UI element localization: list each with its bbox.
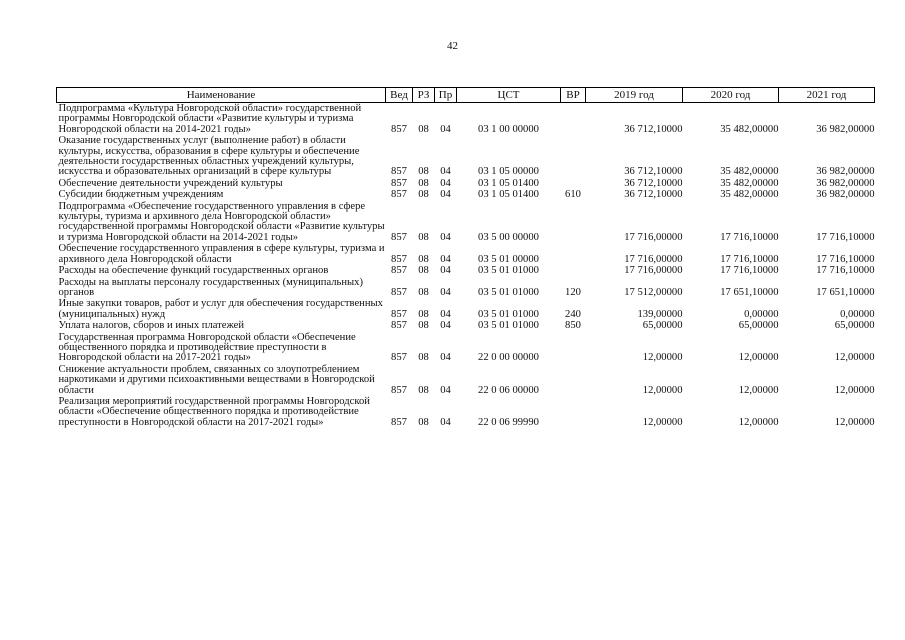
cell-ved: 857 [391, 253, 407, 265]
cell-pr: 04 [440, 189, 451, 201]
cell-name: Обеспечение государственного управления в сфере культуры, туризма и архивного дела Новгородской области [58, 243, 385, 265]
cell-vr: 240 [565, 308, 581, 320]
cell-rz: 08 [418, 308, 429, 320]
cell-ved: 857 [391, 320, 407, 332]
cell-2019: 17 716,00000 [624, 265, 683, 277]
cell-2021: 17 716,10000 [816, 231, 875, 243]
cell-ved: 857 [391, 286, 407, 298]
table-row [57, 189, 875, 200]
cell-rz: 08 [418, 166, 429, 178]
table-row [57, 364, 875, 396]
cell-pr: 04 [440, 265, 451, 277]
table-row [57, 243, 875, 265]
table-row [57, 178, 875, 189]
cell-ved: 857 [391, 265, 407, 277]
cell-rz: 08 [418, 416, 429, 428]
cell-2021: 12,00000 [834, 384, 875, 396]
cell-pr: 04 [440, 416, 451, 428]
header-name: Наименование [57, 88, 386, 103]
cell-2019: 17 716,00000 [624, 231, 683, 243]
cell-name: Расходы на выплаты персоналу государственных (муниципальных) органов [58, 276, 363, 298]
cell-cst: 03 1 05 00000 [478, 166, 539, 178]
cell-2020: 35 482,00000 [720, 189, 779, 201]
header-pr: Пр [435, 88, 457, 103]
table-row [57, 265, 875, 276]
cell-2019: 12,00000 [642, 416, 683, 428]
cell-name: Подпрограмма «Обеспечение государственного управления в сфере культуры, туризма и архивного дела Новгородской области» государственной программы Новгородской области «Развитие культуры и туризма Новгородской области на 2014-2021 годы» [58, 200, 385, 243]
cell-name: Подпрограмма «Культура Новгородской области» государственной программы Новгородской области «Развитие культуры и туризма Новгородской области на 2014-2021 годы» [58, 103, 362, 135]
cell-2019: 12,00000 [642, 384, 683, 396]
cell-vr [561, 243, 586, 265]
cell-ved: 857 [391, 384, 407, 396]
cell-ved: 857 [391, 177, 407, 189]
cell-vr [561, 103, 586, 136]
cell-vr [561, 201, 586, 244]
cell-2021: 12,00000 [834, 416, 875, 428]
cell-rz: 08 [418, 352, 429, 364]
table-header-row [57, 88, 875, 103]
cell-cst: 22 0 06 99990 [478, 416, 539, 428]
cell-2019: 36 712,10000 [624, 123, 683, 135]
cell-ved: 857 [391, 189, 407, 201]
cell-ved: 857 [391, 231, 407, 243]
cell-name: Расходы на обеспечение функций государственных органов [58, 265, 329, 277]
cell-2020: 17 651,10000 [720, 286, 779, 298]
cell-cst: 03 5 01 01000 [478, 286, 539, 298]
cell-name: Уплата налогов, сборов и иных платежей [58, 320, 245, 332]
table-row [57, 201, 875, 244]
cell-2019: 65,00000 [642, 320, 683, 332]
cell-rz: 08 [418, 384, 429, 396]
header-2021: 2021 год [779, 88, 875, 103]
cell-cst: 03 5 01 00000 [478, 253, 539, 265]
table-row [57, 320, 875, 331]
cell-cst: 03 5 01 01000 [478, 320, 539, 332]
cell-pr: 04 [440, 286, 451, 298]
cell-2021: 36 982,00000 [816, 123, 875, 135]
cell-pr: 04 [440, 253, 451, 265]
cell-2019: 36 712,10000 [624, 189, 683, 201]
cell-vr [561, 265, 586, 276]
cell-name: Обеспечение деятельности учреждений культуры [58, 177, 283, 189]
cell-2020: 17 716,10000 [720, 231, 779, 243]
cell-name: Иные закупки товаров, работ и услуг для обеспечения государственных (муниципальных) нужд [58, 298, 383, 320]
cell-2020: 12,00000 [738, 384, 779, 396]
cell-name: Реализация мероприятий государственной программы Новгородской области «Обеспечение общественного порядка и противодействие преступности в Новгородской области на 2017-2021 годы» [58, 395, 370, 428]
header-2019: 2019 год [586, 88, 683, 103]
cell-vr [561, 364, 586, 396]
table-row [57, 298, 875, 320]
cell-rz: 08 [418, 286, 429, 298]
cell-2021: 36 982,00000 [816, 177, 875, 189]
cell-rz: 08 [418, 177, 429, 189]
cell-ved: 857 [391, 123, 407, 135]
cell-rz: 08 [418, 265, 429, 277]
cell-2020: 12,00000 [738, 352, 779, 364]
cell-pr: 04 [440, 177, 451, 189]
cell-2019: 139,00000 [637, 308, 683, 320]
cell-ved: 857 [391, 352, 407, 364]
cell-2020: 17 716,10000 [720, 265, 779, 277]
table-row [57, 277, 875, 299]
cell-2020: 0,00000 [744, 308, 779, 320]
header-ved: Вед [386, 88, 413, 103]
cell-name: Оказание государственных услуг (выполнение работ) в области культуры, искусства, образования в сфере культуры и обеспечение деятельности государственных областных учреждений культуры, искусства и образовательных организаций в сфере культуры [58, 135, 360, 178]
cell-cst: 22 0 00 00000 [478, 352, 539, 364]
cell-rz: 08 [418, 320, 429, 332]
cell-name: Субсидии бюджетным учреждениям [58, 189, 224, 201]
cell-vr [561, 135, 586, 178]
cell-vr [561, 396, 586, 428]
cell-name: Государственная программа Новгородской области «Обеспечение общественного порядка и противодействие преступности в Новгородской области на 2017-2021 годы» [58, 331, 356, 364]
table-row [57, 135, 875, 178]
cell-2021: 17 716,10000 [816, 253, 875, 265]
cell-2021: 12,00000 [834, 352, 875, 364]
cell-vr: 850 [565, 320, 581, 332]
cell-2021: 65,00000 [834, 320, 875, 332]
cell-rz: 08 [418, 123, 429, 135]
cell-2021: 36 982,00000 [816, 189, 875, 201]
cell-cst: 03 1 05 01400 [478, 177, 539, 189]
cell-2020: 17 716,10000 [720, 253, 779, 265]
cell-2019: 17 716,00000 [624, 253, 683, 265]
header-cst: ЦСТ [457, 88, 561, 103]
cell-pr: 04 [440, 352, 451, 364]
cell-pr: 04 [440, 231, 451, 243]
cell-cst: 03 1 05 01400 [478, 189, 539, 201]
header-vr: ВР [561, 88, 586, 103]
cell-pr: 04 [440, 166, 451, 178]
cell-cst: 03 5 00 00000 [478, 231, 539, 243]
cell-2019: 17 512,00000 [624, 286, 683, 298]
cell-vr [561, 178, 586, 189]
cell-2019: 12,00000 [642, 352, 683, 364]
cell-2021: 36 982,00000 [816, 166, 875, 178]
cell-2020: 12,00000 [738, 416, 779, 428]
cell-rz: 08 [418, 189, 429, 201]
table-body [57, 103, 875, 429]
cell-vr: 120 [565, 286, 581, 298]
table-row [57, 396, 875, 428]
cell-2021: 17 716,10000 [816, 265, 875, 277]
cell-vr [561, 332, 586, 364]
cell-pr: 04 [440, 308, 451, 320]
cell-pr: 04 [440, 384, 451, 396]
cell-ved: 857 [391, 416, 407, 428]
cell-2019: 36 712,10000 [624, 166, 683, 178]
cell-name: Снижение актуальности проблем, связанных со злоупотреблением наркотиками и другими психоактивными веществами в Новгородской области [58, 363, 375, 396]
table-row [57, 103, 875, 136]
cell-ved: 857 [391, 308, 407, 320]
cell-pr: 04 [440, 123, 451, 135]
cell-pr: 04 [440, 320, 451, 332]
cell-ved: 857 [391, 166, 407, 178]
page-number: 42 [447, 40, 458, 52]
cell-rz: 08 [418, 253, 429, 265]
cell-rz: 08 [418, 231, 429, 243]
budget-table [56, 87, 875, 428]
cell-2021: 0,00000 [840, 308, 875, 320]
cell-2019: 36 712,10000 [624, 177, 683, 189]
header-rz: РЗ [413, 88, 435, 103]
cell-vr: 610 [565, 189, 581, 201]
cell-2020: 35 482,00000 [720, 123, 779, 135]
cell-2021: 17 651,10000 [816, 286, 875, 298]
cell-cst: 03 1 00 00000 [478, 123, 539, 135]
table-row [57, 332, 875, 364]
cell-cst: 03 5 01 01000 [478, 308, 539, 320]
cell-cst: 03 5 01 01000 [478, 265, 539, 277]
cell-cst: 22 0 06 00000 [478, 384, 539, 396]
cell-2020: 35 482,00000 [720, 166, 779, 178]
cell-2020: 65,00000 [738, 320, 779, 332]
header-2020: 2020 год [683, 88, 779, 103]
cell-2020: 35 482,00000 [720, 177, 779, 189]
